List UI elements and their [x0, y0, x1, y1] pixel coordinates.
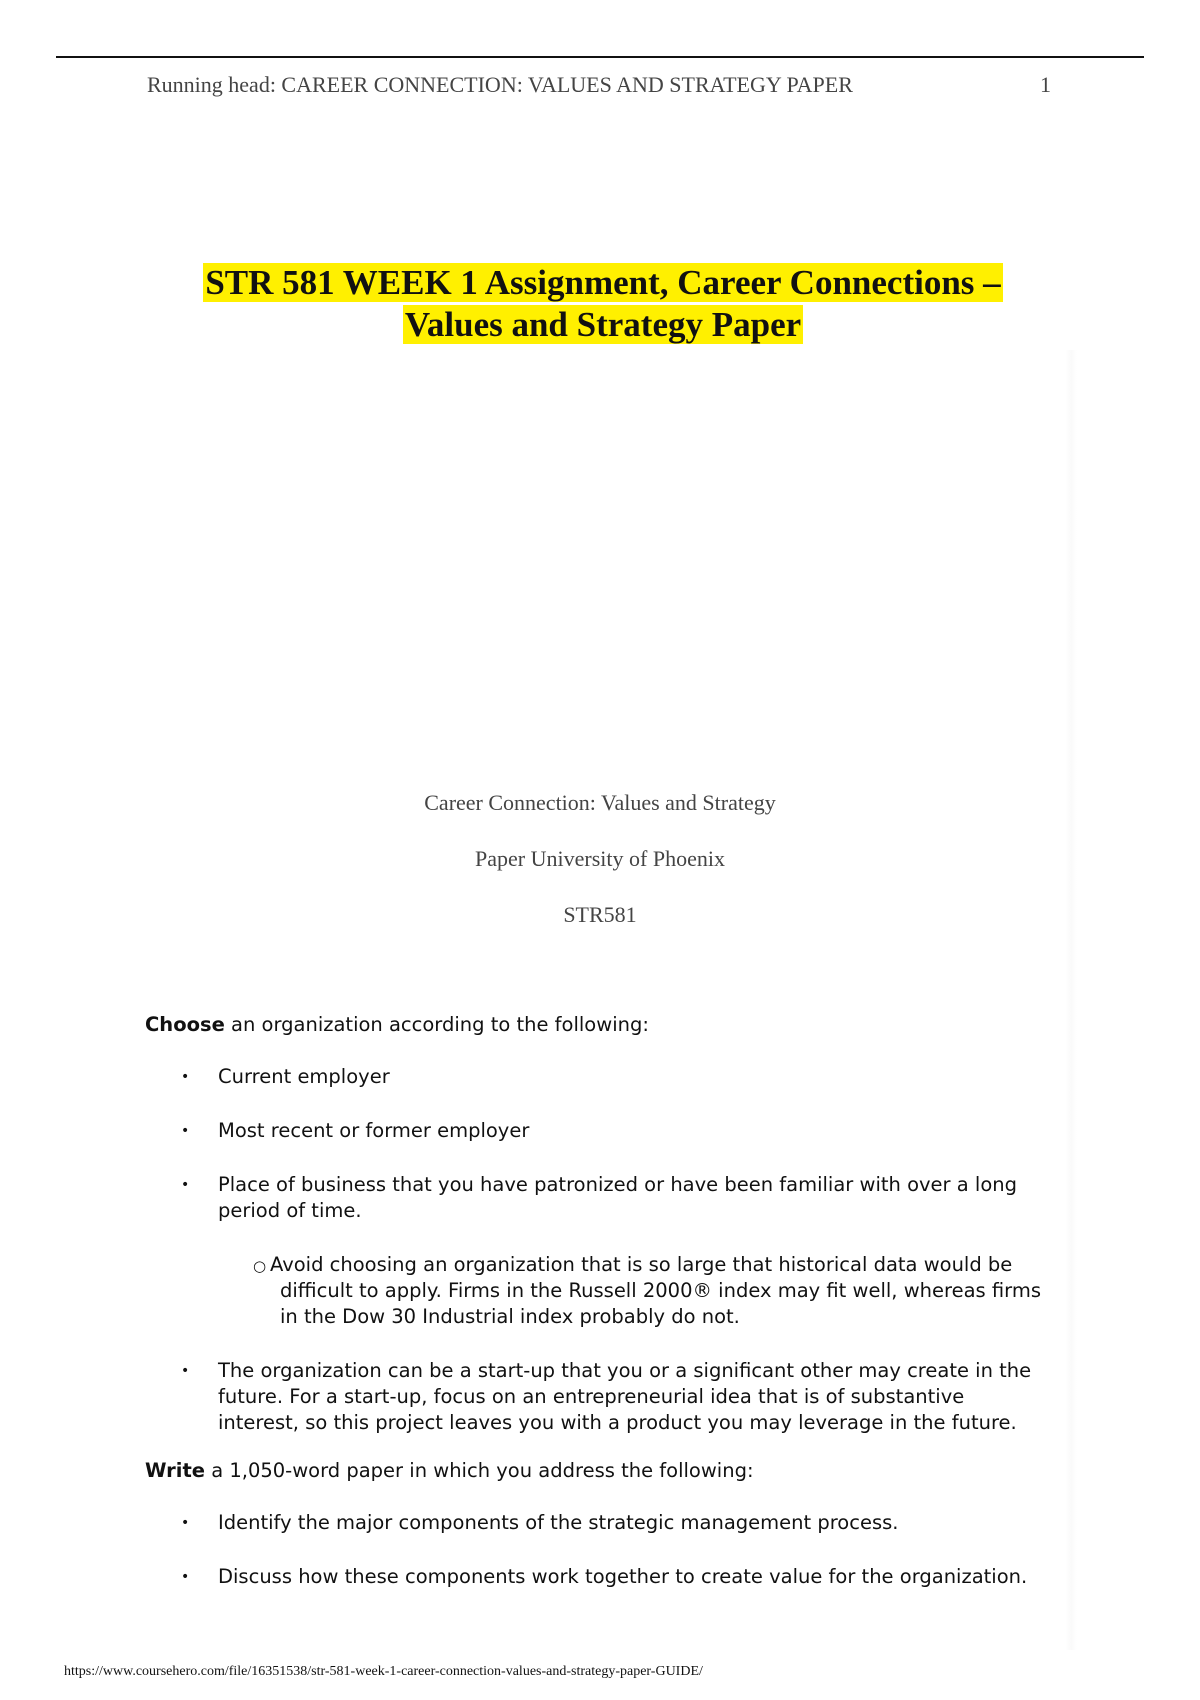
- list-item-text: Discuss how these components work together to create value for the organization.: [218, 1565, 1028, 1588]
- list-item: [145, 1172, 1045, 1224]
- list-item-text: Place of business that you have patronized or have been familiar with over a long period of time.: [218, 1173, 1018, 1222]
- choose-list: [145, 1064, 1045, 1224]
- bullet-icon: •: [181, 1177, 190, 1193]
- source-url-link[interactable]: https://www.coursehero.com/file/16351538/str-581-week-1-career-connection-values-and-strategy-paper-GUIDE/: [64, 1664, 703, 1679]
- bullet-icon: •: [181, 1123, 190, 1139]
- sub-list-item: [145, 1252, 1045, 1330]
- header-rule: [56, 56, 1144, 58]
- write-list: [145, 1510, 1045, 1590]
- choose-keyword: Choose: [145, 1013, 225, 1036]
- choose-text: an organization according to the following:: [224, 1013, 649, 1036]
- list-item: [145, 1358, 1045, 1436]
- cover-title: Career Connection: Values and Strategy: [424, 790, 776, 815]
- write-keyword: Write: [145, 1459, 206, 1482]
- bullet-icon: •: [181, 1069, 190, 1085]
- title-line-1: STR 581 WEEK 1 Assignment, Career Connections –: [205, 263, 1001, 302]
- document-title: [120, 262, 1086, 346]
- choose-paragraph: [145, 1012, 1045, 1038]
- list-item-text: Identify the major components of the strategic management process.: [218, 1511, 899, 1534]
- list-item: [145, 1064, 1045, 1090]
- bullet-icon: •: [181, 1569, 190, 1585]
- cover-info: [0, 789, 1200, 957]
- list-item-text: Most recent or former employer: [218, 1119, 530, 1142]
- running-head: Running head: CAREER CONNECTION: VALUES AND STRATEGY PAPER: [147, 72, 853, 97]
- list-item-text: The organization can be a start-up that you or a significant other may create in the future. For a start-up, focus on an entrepreneurial idea that is of substantive interest, so this project leaves you with a product you may leverage in the future.: [218, 1359, 1032, 1434]
- page-number: 1: [1040, 72, 1051, 97]
- circle-bullet-icon: ○: [253, 1257, 267, 1275]
- list-item: [145, 1118, 1045, 1144]
- instructions: [145, 1012, 1045, 1618]
- title-line-2: Values and Strategy Paper: [404, 305, 802, 344]
- list-item: [145, 1510, 1045, 1536]
- cover-university: Paper University of Phoenix: [475, 846, 725, 871]
- page-shade: [1065, 350, 1077, 1650]
- bullet-icon: •: [181, 1363, 190, 1379]
- sub-list-item-text: Avoid choosing an organization that is so large that historical data would be difficult to apply. Firms in the Russell 2000® index may fit well, whereas firms in the Dow 30 Industrial index probably do not.: [270, 1253, 1042, 1328]
- list-item-text: Current employer: [218, 1065, 390, 1088]
- startup-list: [145, 1358, 1045, 1436]
- list-item: [145, 1564, 1045, 1590]
- bullet-icon: •: [181, 1515, 190, 1531]
- write-paragraph: [145, 1458, 1045, 1484]
- cover-course: STR581: [563, 902, 637, 927]
- write-text: a 1,050-word paper in which you address the following:: [205, 1459, 754, 1482]
